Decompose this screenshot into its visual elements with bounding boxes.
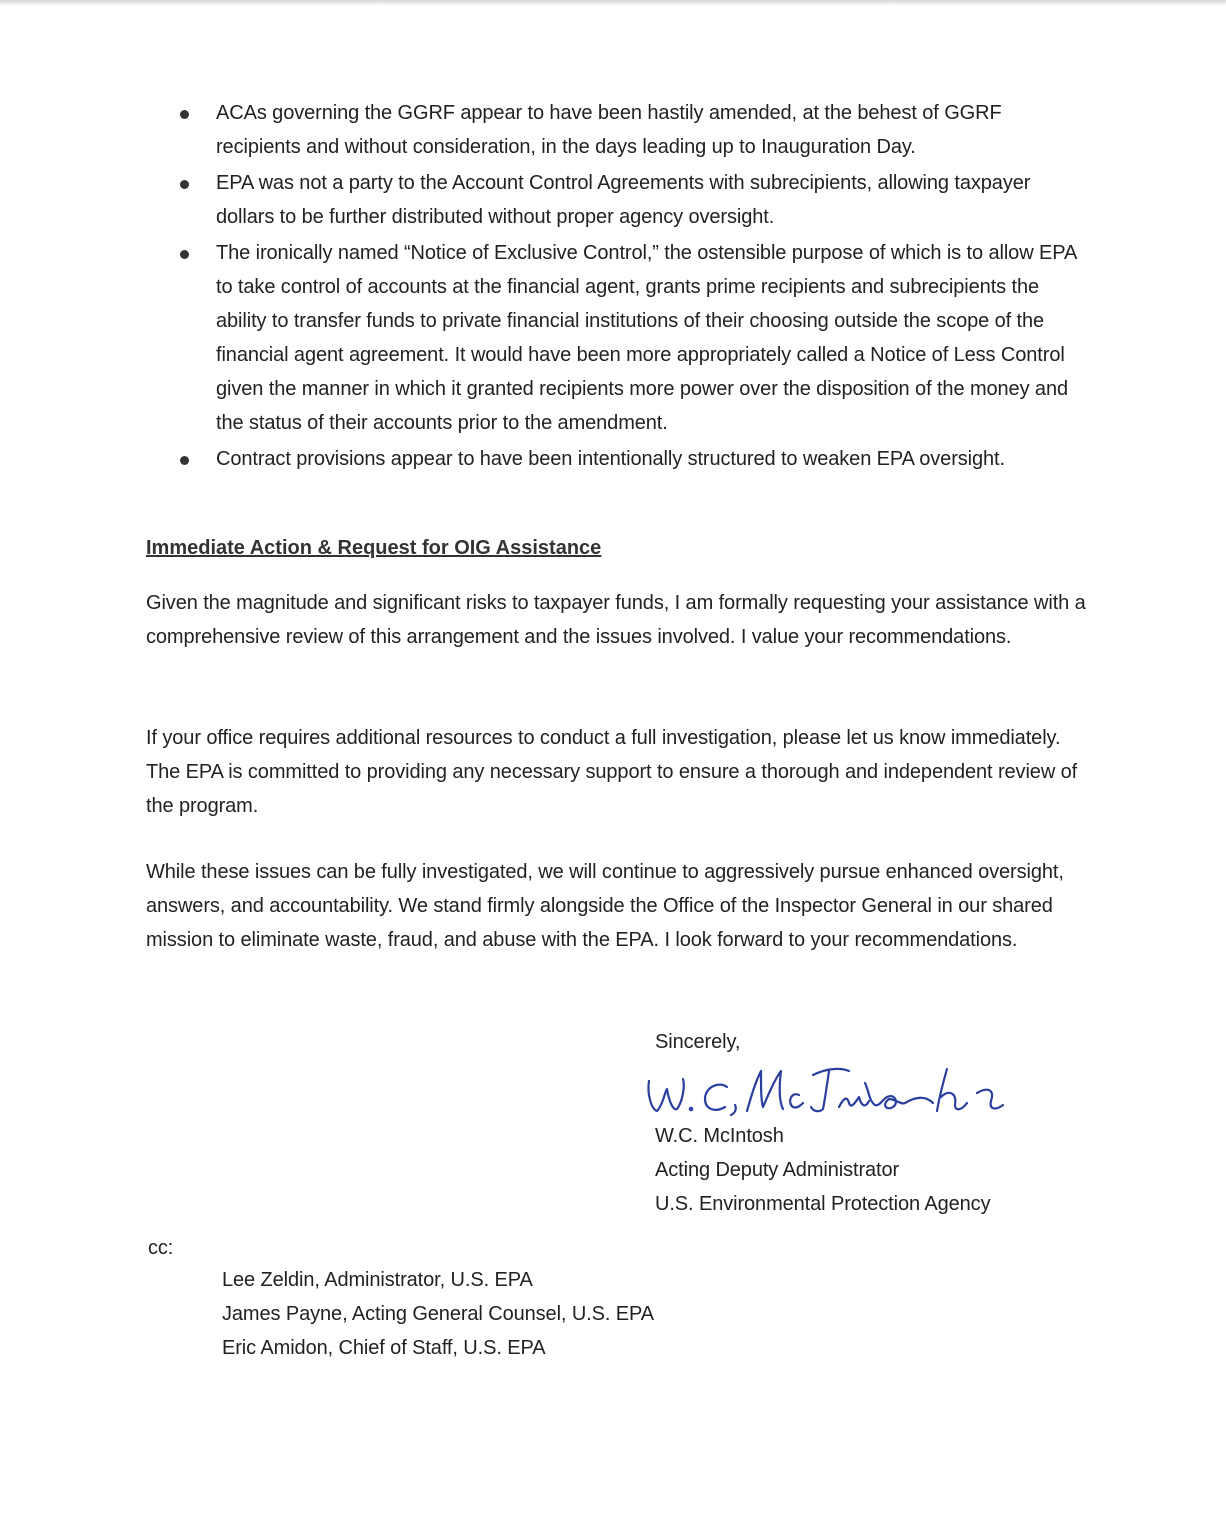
cc-recipient-list	[222, 1263, 654, 1365]
cc-recipient: Eric Amidon, Chief of Staff, U.S. EPA	[222, 1337, 546, 1359]
closing-salutation: Sincerely,	[655, 1031, 741, 1053]
paragraph-resources: If your office requires additional resources to conduct a full investigation, please let us know immediately. The EPA is committed to providing any necessary support to ensure a thorough and independent review of the program.	[146, 727, 1078, 817]
bullet-item	[180, 442, 1085, 476]
signature-block	[655, 1025, 1135, 1221]
bullet-text: The ironically named “Notice of Exclusive Control,” the ostensible purpose of which is to allow EPA to take control of accounts at the financial agent, grants prime recipients and subrecipients the ability to transfer funds to private financial institutions of their choosing outside the scope of the financial agent agreement. It would have been more appropriately called a Notice of Less Control given the manner in which it granted recipients more power over the disposition of the money and the status of their accounts prior to the amendment.	[216, 242, 1077, 434]
section-heading: Immediate Action & Request for OIG Assistance	[146, 537, 602, 559]
bullet-item	[180, 236, 1085, 440]
cc-label: cc:	[148, 1237, 174, 1259]
signer-agency: U.S. Environmental Protection Agency	[655, 1193, 991, 1215]
cc-recipient: James Payne, Acting General Counsel, U.S. EPA	[222, 1303, 655, 1325]
bullet-item	[180, 96, 1085, 164]
handwritten-signature	[643, 1053, 1043, 1119]
paragraph-request: Given the magnitude and significant risks to taxpayer funds, I am formally requesting your assistance with a comprehensive review of this arrangement and the issues involved. I value your recommendations.	[146, 592, 1086, 648]
bullet-dot-icon	[180, 110, 189, 119]
bullet-dot-icon	[180, 180, 189, 189]
bullet-item	[180, 166, 1085, 234]
cc-recipient: Lee Zeldin, Administrator, U.S. EPA	[222, 1269, 533, 1291]
signer-title: Acting Deputy Administrator	[655, 1159, 900, 1181]
bullet-text: ACAs governing the GGRF appear to have been hastily amended, at the behest of GGRF recipients and without consideration, in the days leading up to Inauguration Day.	[216, 102, 1002, 158]
bullet-text: EPA was not a party to the Account Control Agreements with subrecipients, allowing taxpayer dollars to be further distributed without proper agency oversight.	[216, 172, 1031, 228]
paragraph-commitment: While these issues can be fully investigated, we will continue to aggressively pursue enhanced oversight, answers, and accountability. We stand firmly alongside the Office of the Inspector General in our shared mission to eliminate waste, fraud, and abuse with the EPA. I look forward to your recommendations.	[146, 861, 1064, 951]
bullet-dot-icon	[180, 250, 189, 259]
signer-name: W.C. McIntosh	[655, 1125, 784, 1147]
findings-bullet-list	[180, 96, 1085, 476]
bullet-dot-icon	[180, 456, 189, 465]
page-edge-shadow	[0, 0, 1226, 6]
bullet-text: Contract provisions appear to have been intentionally structured to weaken EPA oversight.	[216, 448, 1005, 470]
